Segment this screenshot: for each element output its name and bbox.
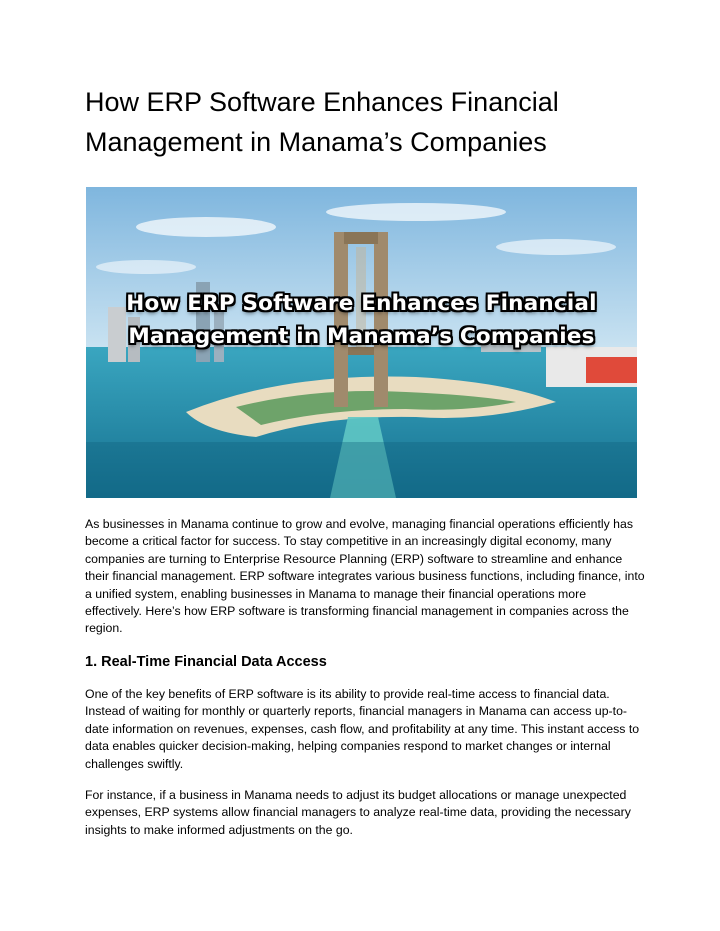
section-paragraph-2: For instance, if a business in Manama needs to adjust its budget allocations or manage unexpected expenses, ERP systems allow financial managers to analyze real-time data, providing the necessary insights to make informed adjustments on the go. bbox=[85, 788, 631, 837]
hero-caption bbox=[86, 287, 637, 353]
section-heading: 1. Real-Time Financial Data Access bbox=[85, 654, 327, 670]
hero-caption-line-2: Management in Manama’s Companies bbox=[128, 324, 595, 349]
hero-caption-line-1: How ERP Software Enhances Financial bbox=[126, 291, 597, 316]
page-title: How ERP Software Enhances Financial Management in Manama’s Companies bbox=[85, 87, 559, 157]
section-paragraph-1: One of the key benefits of ERP software is its ability to provide real-time access to financial data. Instead of waiting for monthly or quarterly reports, financial managers in Manama can access up-to-date information on revenues, expenses, cash flow, and profitability at any time. This instant access to data enables quicker decision-making, helping companies respond to market changes or internal challenges swiftly. bbox=[85, 687, 640, 771]
intro-paragraph: As businesses in Manama continue to grow and evolve, managing financial operations efficiently has become a critical factor for success. To stay competitive in an increasingly digital economy, many companies are turning to Enterprise Resource Planning (ERP) software to streamline and enhance their financial management. ERP software integrates various business functions, including finance, into a unified system, enabling businesses in Manama to manage their financial operations more effectively. Here’s how ERP software is transforming financial management in companies across the region. bbox=[85, 517, 645, 636]
hero-image bbox=[86, 187, 637, 498]
